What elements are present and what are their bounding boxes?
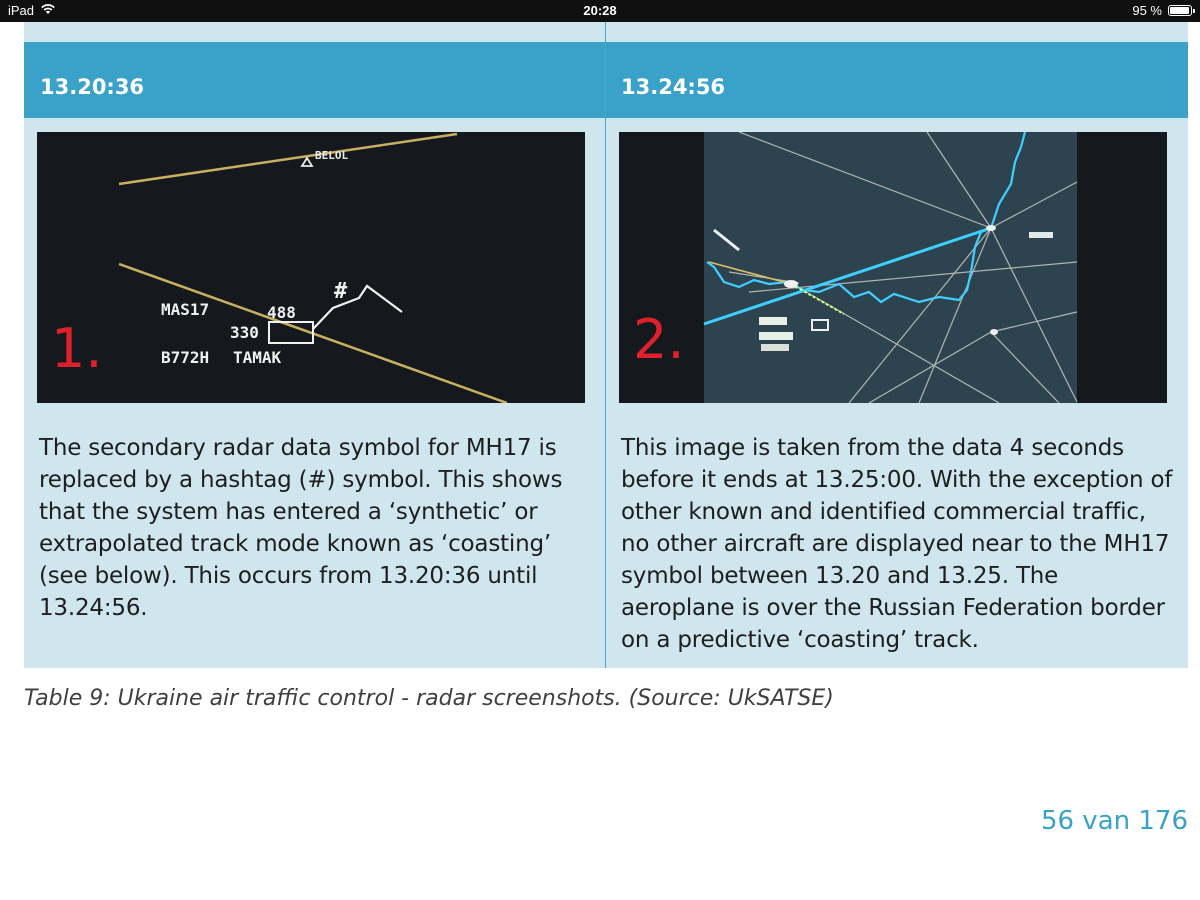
altitude-label: 488 [267, 303, 296, 322]
image-marker-2: 2. [633, 308, 685, 371]
page-number: 56 van 176 [1040, 806, 1188, 836]
destination-label: TAMAK [233, 348, 282, 367]
speed-label: 330 [230, 323, 259, 342]
clock: 20:28 [583, 3, 617, 18]
battery-icon [1168, 5, 1192, 16]
column-1-description: The secondary radar data symbol for MH17 is replaced by a hashtag (#) symbol. This shows that the system has entered a ‘synthetic’ or extrapolated track mode known as ‘coasting’ (see below). This occurs from 13.20:36 until 13.24:56. [39, 435, 563, 621]
table-header-row [24, 42, 1188, 118]
radar-screenshot-2 [619, 132, 1167, 403]
image-marker-1: 1. [51, 317, 103, 380]
track-leader-line [313, 286, 402, 329]
callsign-label: MAS17 [161, 300, 210, 319]
battery-percentage: 95 % [1132, 3, 1162, 18]
waypoint-label: BELOL [315, 149, 349, 162]
column-heading-2: 13.24:56 [621, 75, 726, 99]
status-bar [0, 0, 1200, 22]
column-heading-1: 13.20:36 [40, 75, 145, 99]
radar-screenshot-1 [37, 132, 585, 403]
waypoint-marker [302, 158, 312, 166]
coasting-hashtag-symbol: # [334, 279, 348, 304]
column-divider [605, 22, 606, 668]
table-caption: Table 9: Ukraine air traffic control - radar screenshots. (Source: UkSATSE) [24, 686, 834, 711]
column-2-description: This image is taken from the data 4 seconds before it ends at 13.25:00. With the exception of other known and identified commercial traffic, no other aircraft are displayed near to the MH17 symbol between 13.20 and 13.25. The aeroplane is over the Russian Federation border on a predictive ‘coasting’ track. [621, 435, 1173, 653]
previous-row-clipped-text [621, 22, 1181, 42]
device-name: iPad [8, 3, 35, 18]
aircraft-type-label: B772H [161, 348, 210, 367]
radar-table [24, 22, 1188, 668]
